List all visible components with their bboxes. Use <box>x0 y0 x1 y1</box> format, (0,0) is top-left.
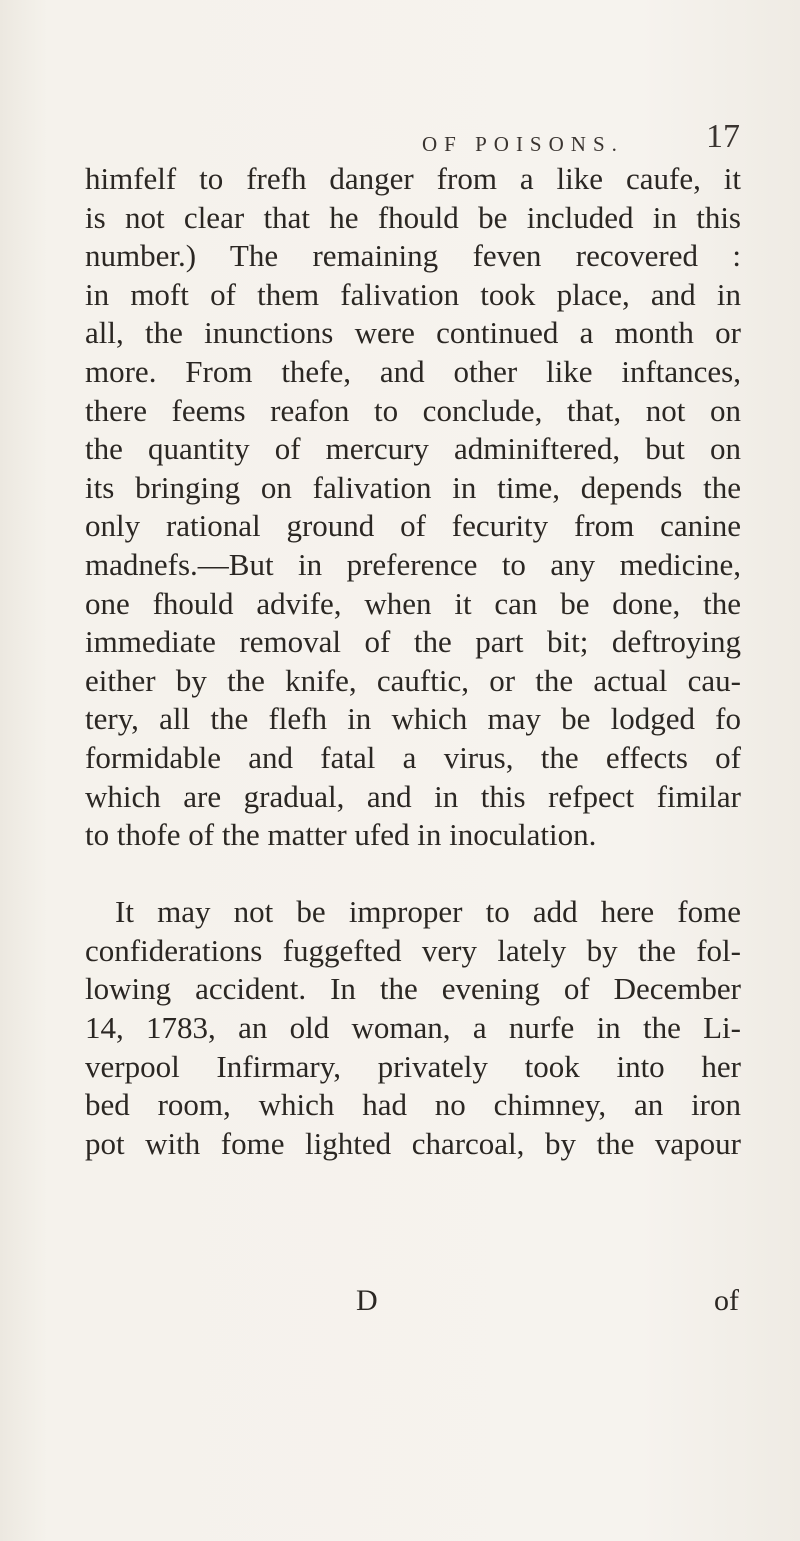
text-line: 14, 1783, an old woman, a nurfe in the Li- <box>85 1010 741 1046</box>
text-line: pot with fome lighted charcoal, by the vapour <box>85 1125 741 1161</box>
text-line: more. From thefe, and other like inftances, <box>85 353 741 389</box>
text-line: number.) The remaining feven recovered : <box>85 238 741 274</box>
text-line: its bringing on falivation in time, depends the <box>85 469 741 505</box>
paragraph-gap <box>85 855 741 894</box>
text-line: himfelf to frefh danger from a like caufe, it <box>85 161 741 196</box>
text-line: immediate removal of the part bit; deftroying <box>85 624 741 660</box>
paragraph-1 <box>85 160 741 855</box>
text-line: the quantity of mercury adminiftered, but on <box>85 431 741 467</box>
paragraph-2 <box>85 893 741 1163</box>
body-text <box>85 160 741 1163</box>
text-line: formidable and fatal a virus, the effects of <box>85 739 741 775</box>
signature-mark: D <box>356 1284 378 1317</box>
text-line: lowing accident. In the evening of December <box>85 971 741 1007</box>
text-line: confiderations fuggefted very lately by the fol- <box>85 932 741 968</box>
text-line: there feems reafon to conclude, that, not on <box>85 392 741 428</box>
text-line: only rational ground of fecurity from canine <box>85 508 741 544</box>
text-line: which are gradual, and in this refpect fimilar <box>85 778 741 814</box>
page-number: 17 <box>706 118 740 155</box>
text-line: all, the inunctions were continued a month or <box>85 315 741 351</box>
text-line: one fhould advife, when it can be done, the <box>85 585 741 621</box>
catchword: of <box>714 1284 739 1317</box>
text-line: bed room, which had no chimney, an iron <box>85 1087 741 1123</box>
text-line: It may not be improper to add here fome <box>115 894 741 930</box>
running-head: OF POISONS. <box>422 132 624 156</box>
text-line: is not clear that he fhould be included in this <box>85 199 741 235</box>
text-line: verpool Infirmary, privately took into her <box>85 1048 741 1084</box>
text-line: either by the knife, cauftic, or the actual cau- <box>85 662 741 698</box>
text-line: tery, all the flefh in which may be lodged fo <box>85 701 741 737</box>
text-line: to thofe of the matter ufed in inoculation. <box>85 817 597 853</box>
text-line: in moft of them falivation took place, and in <box>85 276 741 312</box>
text-line: madnefs.—But in preference to any medicine, <box>85 546 741 582</box>
